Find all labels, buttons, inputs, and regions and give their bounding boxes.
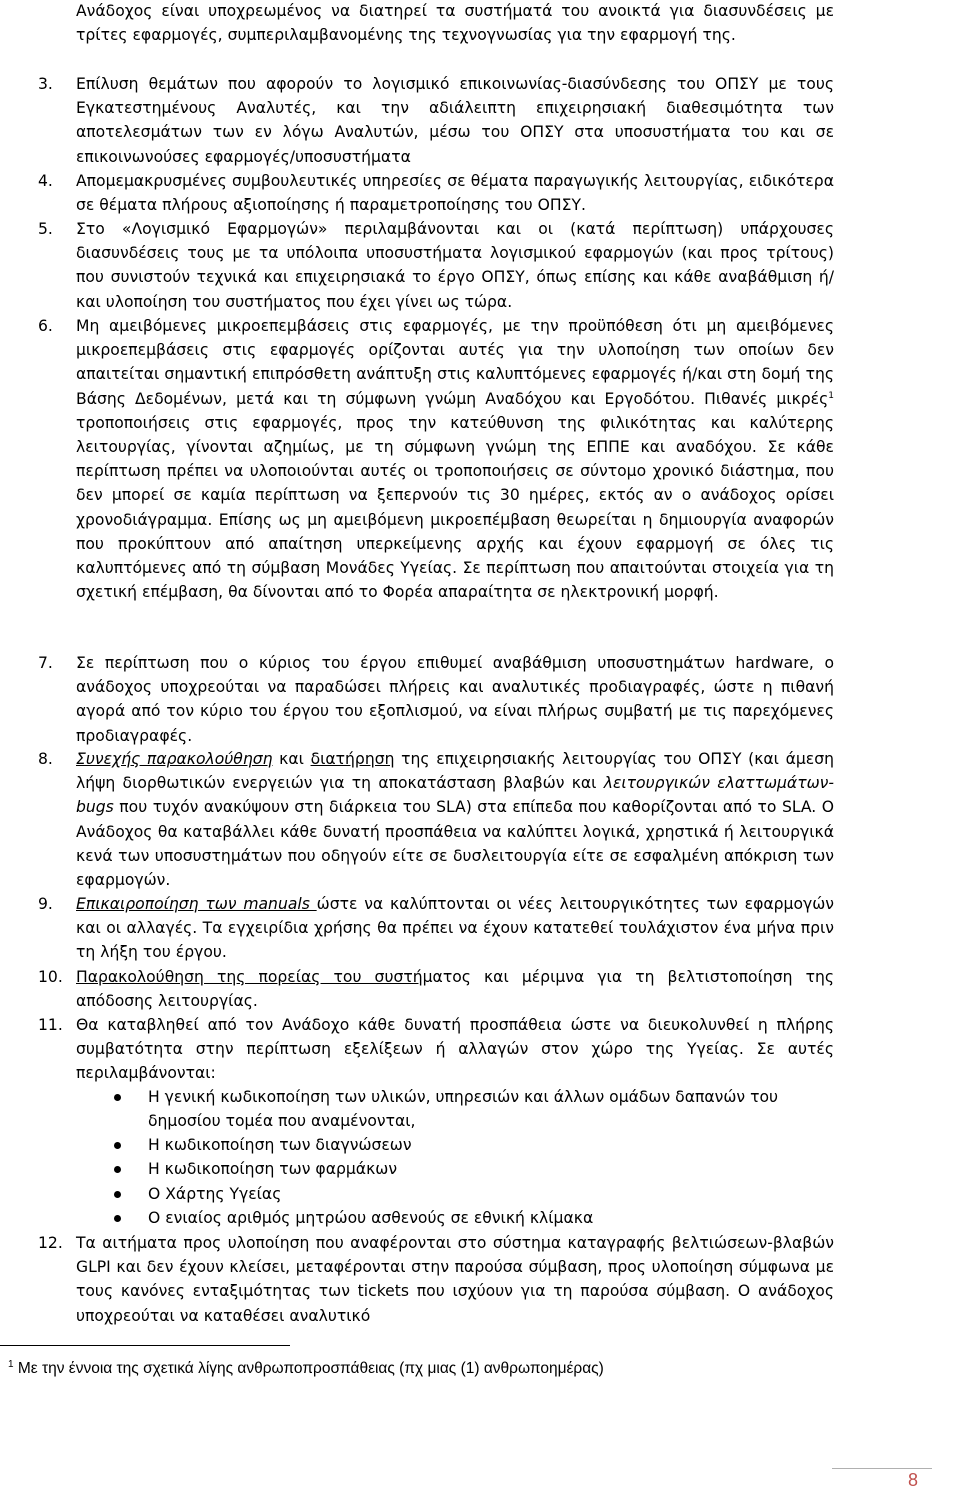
list-item: Σε περίπτωση που ο κύριος του έργου επιθυμεί αναβάθμιση υποσυστημάτων hardware, ο ανάδοχος υποχρεούται να παραδώσει πλήρεις και αναλυτικές προδιαγραφές, ώστε η πιθανή αγορά από τον κύριο του έργου του εξοπλισμού, να είναι πλήρως συμβατή με τις παρεχόμενες προδιαγραφές. <box>76 654 834 745</box>
item-text: που τυχόν ανακύψουν στη διάρκεια του SLA) στα επίπεδα που καθορίζονται από το SLA. Ο Ανάδοχος θα καταβάλλει κάθε δυνατή προσπάθεια να καλύπτει λογικά, χρηστικά ή λειτουργικά κενά των υποσυστημάτων που οδηγούν είτε σε δυσλειτουργία είτε σε εσφαλμένη απόκριση των εφαρμογών. <box>76 798 834 890</box>
item-number: 11. <box>38 1016 63 1034</box>
underlined-term: Παρακολούθηση της πορείας του συστή <box>76 968 423 986</box>
list-item: Απομεμακρυσμένες συμβουλευτικές υπηρεσίες σε θέματα παραγωγικής λειτουργίας, ειδικότερα σε θέματα πλήρους αξιοποίησης ή παραμετροποίησης του ΟΠΣΥ. <box>76 172 834 215</box>
bullet-icon <box>114 1215 121 1222</box>
list-item <box>76 747 834 892</box>
list-item <box>76 892 834 965</box>
italic-term: λειτουργικών ελαττωμάτων-bugs <box>76 774 834 817</box>
list-item <box>76 314 834 604</box>
list-item <box>76 965 834 1013</box>
item-number: 7. <box>38 654 53 672</box>
bullet-icon <box>114 1142 121 1149</box>
list-item: Θα καταβληθεί από τον Ανάδοχο κάθε δυνατή προσπάθεια ώστε να διευκολυνθεί η πλήρης συμβατότητα στην περίπτωση εξελίξεων ή αλλαγών στον χώρο της Υγείας. Σε αυτές περιλαμβάνονται: <box>76 1016 834 1083</box>
footnote <box>8 1358 604 1380</box>
item-text: τροποποιήσεις στις εφαρμογές, προς την κατεύθυνση της φιλικότητας και καλύτερης λειτουργίας, γίνονται αζημίως, με τη σύμφωνη γνώμη της ΕΠΠΕ και αναδόχου. Σε κάθε περίπτωση πρέπει να υλοποιούνται αυτές οι τροποποιήσεις σε σύντομο χρονικό διάστημα, που δεν μπορεί σε καμία περίπτωση να ξεπερνούν τις 30 ημέρες, εκτός αν ο ανάδοχος ορίσει χρονοδιάγραμμα. Επίσης ως μη αμειβόμενη μικροεπέμβαση θεωρείται η δημιουργία αναφορών που προκύπτουν από απαίτηση υπερκείμενης αρχής και έχουν εφαρμογή σε όλες τις καλυπτόμενες από τη σύμβαση Μονάδες Υγείας. Σε περίπτωση που απαιτούνται στοιχεία για τη σχετική επέμβαση, θα δίνονται από το Φορέα απαραίτητα σε ηλεκτρονική μορφή. <box>76 413 834 602</box>
item-number: 10. <box>38 968 63 986</box>
footnote-separator <box>0 1345 290 1346</box>
bullet-icon <box>114 1166 121 1173</box>
item-text: ματος και μέριμνα για τη βελτιστοποίηση της απόδοσης λειτουργίας. <box>76 968 834 1011</box>
item-number: 3. <box>38 75 53 93</box>
item-number: 12. <box>38 1234 63 1252</box>
list-item: Επίλυση θεμάτων που αφορούν το λογισμικό επικοινωνίας-διασύνδεσης του ΟΠΣΥ με τους Εγκατεστημένους Αναλυτές, και την αδιάλειπτη επιχειρησιακή διαθεσιμότητα των αποτελεσμάτων των εν λόγω Αναλυτών, μέσω του ΟΠΣΥ στα υποσυστήματα του και σε επικοινωνούσες εφαρμογές/υποσυστήματα <box>76 75 834 166</box>
item-number: 6. <box>38 317 53 335</box>
item-number: 9. <box>38 895 53 913</box>
footnote-reference[interactable]: 1 <box>828 390 834 401</box>
bullet-text: Η κωδικοποίηση των φαρμάκων <box>148 1160 398 1178</box>
underlined-term: Επικαιροποίηση των manuals <box>76 895 317 913</box>
list-item: Στο «Λογισμικό Εφαρμογών» περιλαμβάνονται και οι (κατά περίπτωση) υπάρχουσες διασυνδέσεις τους με τα υπόλοιπα υποσυστήματα λογισμικού εφαρμογών (και προς τρίτους) που συνιστούν τεχνικά και επιχειρησιακά το έργο ΟΠΣΥ, όπως επίσης και κάθε αναβάθμιση ή/και υλοποίηση του συστήματος που έχει γίνει ως τώρα. <box>76 220 834 311</box>
bullet-icon <box>114 1094 121 1101</box>
bullet-text: Η κωδικοποίηση των διαγνώσεων <box>148 1136 412 1154</box>
underlined-term: Συνεχής παρακολούθηση <box>76 750 273 768</box>
item-number: 4. <box>38 172 53 190</box>
footnote-number: 1 <box>8 1358 14 1370</box>
bullet-text: Η γενική κωδικοποίηση των υλικών, υπηρεσιών και άλλων ομάδων δαπανών του δημοσίου τομέα που αναμένονται, <box>148 1088 779 1131</box>
footnote-text: Με την έννοια της σχετικά λίγης ανθρωποπροσπάθειας (πχ μιας (1) ανθρωποημέρας) <box>17 1360 604 1377</box>
underlined-term: διατήρηση <box>310 750 395 768</box>
item-text: ώστε να καλύπτονται οι νέες λειτουργικότητες των εφαρμογών και οι αλλαγές. Τα εγχειρίδια χρήσης θα πρέπει να έχουν κατατεθεί τουλάχιστον ένα μήνα πριν τη λήξη του έργου. <box>76 895 834 962</box>
bullet-text: Ο ενιαίος αριθμός μητρώου ασθενούς σε εθνική κλίμακα <box>148 1209 594 1227</box>
item-number: 8. <box>38 750 53 768</box>
page-number: 8 <box>908 1470 919 1490</box>
list-item: Τα αιτήματα προς υλοποίηση που αναφέρονται στο σύστημα καταγραφής βελτιώσεων-βλαβών GLPI και δεν έχουν κλείσει, μεταφέρονται στην παρούσα σύμβαση, προς υλοποίηση σύμφωνα με τους κανόνες ενταξιμότητας των tickets που ισχύουν για τη παρούσα σύμβαση. Ο ανάδοχος υποχρεούται να καταθέσει αναλυτικό <box>76 1234 834 1325</box>
item-text: της επιχειρησιακής λειτουργίας του ΟΠΣΥ (και άμεση λήψη διορθωτικών ενεργειών για τη αποκατάσταση βλαβών και <box>76 750 834 793</box>
bullet-icon <box>114 1191 121 1198</box>
bullet-text: Ο Χάρτης Υγείας <box>148 1185 282 1203</box>
page-number-rule <box>832 1468 932 1469</box>
continuation-paragraph: Ανάδοχος είναι υποχρεωμένος να διατηρεί τα συστήματά του ανοικτά για διασυνδέσεις με τρίτες εφαρμογές, συμπεριλαμβανομένης της τεχνογνωσίας για την εφαρμογή της. <box>76 2 834 45</box>
item-text: και <box>272 750 311 768</box>
item-number: 5. <box>38 220 53 238</box>
item-text: Μη αμειβόμενες μικροεπεμβάσεις στις εφαρμογές, με την προϋπόθεση ότι μη αμειβόμενες μικροεπεμβάσεις στις εφαρμογές ορίζονται αυτές για την υλοποίηση των οποίων δεν απαιτείται σημαντική επιπρόσθετη ανάπτυξη στις καλυπτόμενες εφαρμογές ή/και στη δομή της Βάσης Δεδομένων, μετά και τη σύμφωνη γνώμη Αναδόχου και Εργοδότου. Πιθανές μικρές <box>76 317 834 408</box>
